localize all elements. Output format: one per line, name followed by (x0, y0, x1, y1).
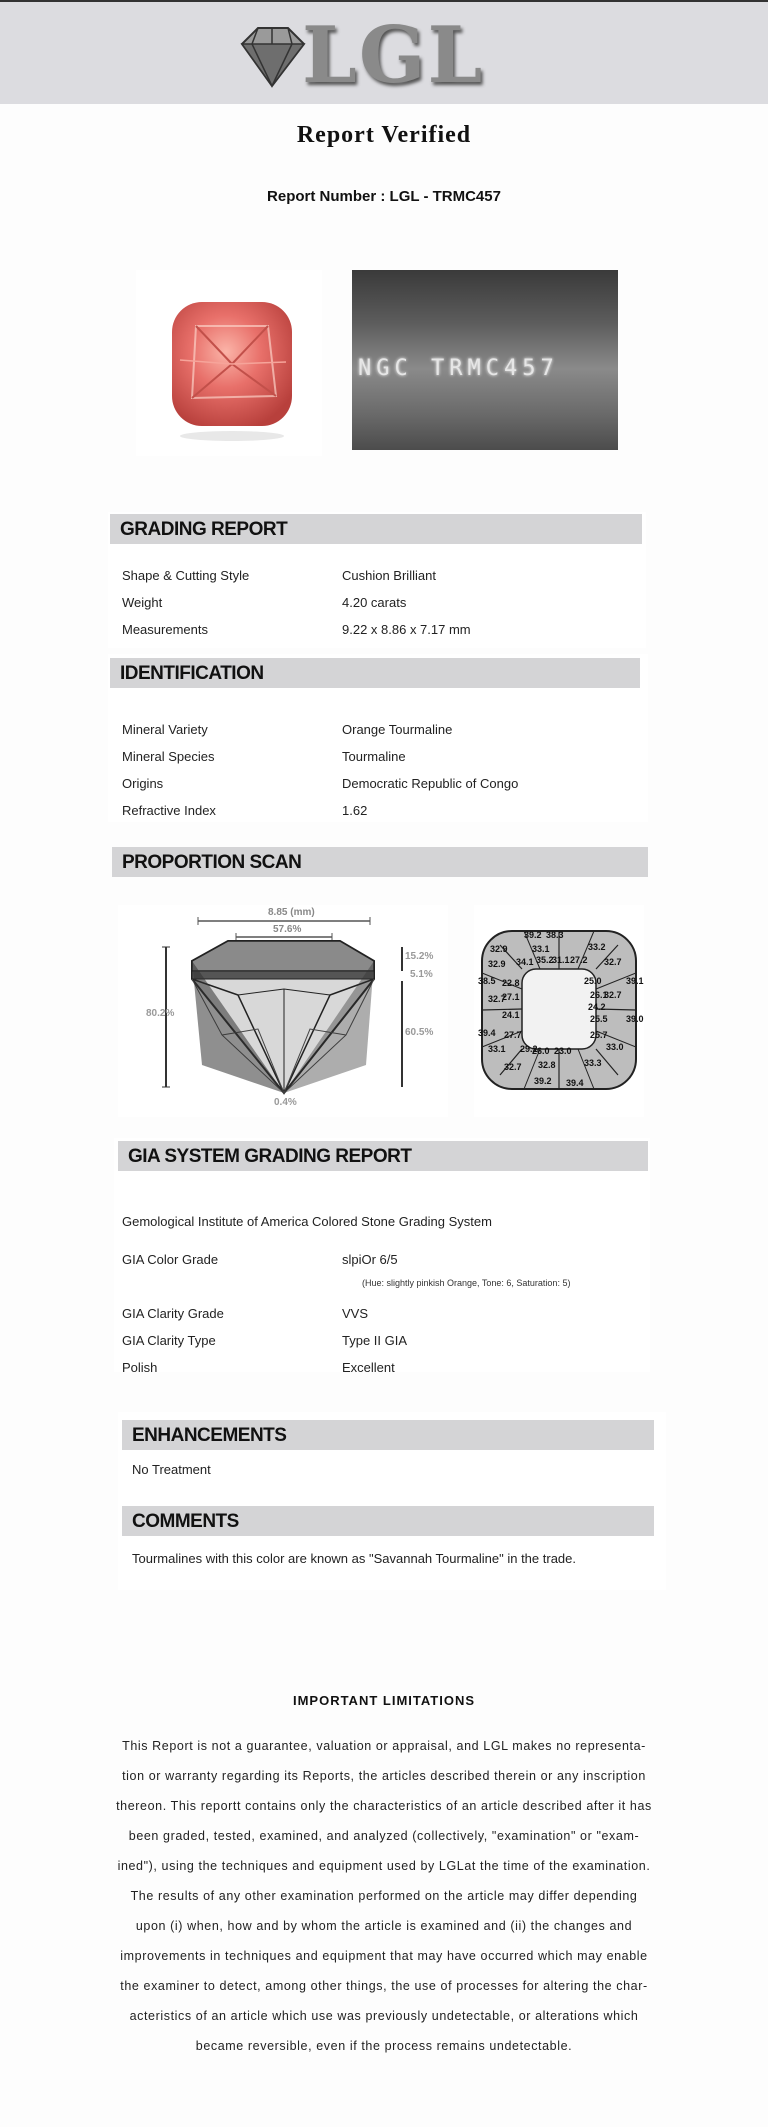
facet-angle-label: 39.2 (534, 1076, 552, 1086)
culet-pct-label: 0.4% (274, 1097, 297, 1108)
comments-text: Tourmalines with this color are known as "Savannah Tourmaline" in the trade. (132, 1551, 576, 1566)
facet-angle-label: 39.4 (478, 1028, 496, 1038)
facet-angle-label: 27.1 (502, 992, 520, 1002)
facet-angle-label: 32.7 (504, 1062, 522, 1072)
enhancements-heading: ENHANCEMENTS (122, 1420, 654, 1450)
facet-angle-label: 25.7 (590, 1030, 608, 1040)
pavilion-pct-label: 60.5% (405, 1027, 434, 1038)
girdle-pct-label: 5.1% (410, 969, 433, 980)
header-bar (0, 0, 768, 104)
facet-angle-label: 32.7 (488, 994, 506, 1004)
limitations-title: IMPORTANT LIMITATIONS (292, 1693, 476, 1708)
gem-photo (136, 270, 322, 456)
page-title: Report Verified (296, 122, 472, 148)
facet-angle-label: 29.2 (520, 1044, 538, 1054)
facet-angle-label: 32.9 (490, 944, 508, 954)
facet-angle-label: 32.7 (604, 990, 622, 1000)
facet-angle-label: 33.0 (606, 1042, 624, 1052)
gia-system-name: Gemological Institute of America Colored Stone Grading System (122, 1214, 492, 1229)
inscription-photo (352, 270, 618, 450)
inscription-text: NGC TRMC457 (358, 356, 559, 381)
facet-angle-label: 32.7 (604, 957, 622, 967)
facet-angle-label: 39.1 (626, 976, 644, 986)
facet-angle-label: 39.4 (566, 1078, 584, 1088)
facet-angle-label: 38.3 (546, 930, 564, 940)
gia-report-heading: GIA SYSTEM GRADING REPORT (118, 1141, 648, 1171)
identification-heading: IDENTIFICATION (110, 658, 640, 688)
diamond-icon (232, 22, 312, 92)
grading-report-heading: GRADING REPORT (110, 514, 642, 544)
facet-angle-label: 39.0 (626, 1014, 644, 1024)
top-view-diagram (474, 905, 644, 1117)
facet-angle-label: 33.2 (588, 942, 606, 952)
facet-angle-label: 35.2 (536, 955, 554, 965)
facet-angle-label: 26.1 (590, 990, 608, 1000)
facet-angle-label: 33.1 (532, 944, 550, 954)
facet-angle-label: 33.3 (584, 1058, 602, 1068)
facet-angle-label: 25.0 (584, 976, 602, 986)
comments-heading: COMMENTS (122, 1506, 654, 1536)
depth-pct-label: 80.2% (146, 1008, 175, 1019)
facet-angle-label: 23.0 (554, 1046, 572, 1056)
facet-angle-label: 31.1 (552, 955, 570, 965)
facet-angle-label: 32.8 (538, 1060, 556, 1070)
facet-angle-label: 24.2 (588, 1002, 606, 1012)
facet-angle-label: 27.7 (504, 1030, 522, 1040)
facet-angle-label: 39.2 (524, 930, 542, 940)
proportion-scan-heading: PROPORTION SCAN (112, 847, 648, 877)
facet-angle-label: 38.5 (478, 976, 496, 986)
table-width-label: 8.85 (mm) (268, 907, 315, 918)
profile-diagram (118, 905, 448, 1117)
report-number: Report Number : LGL - TRMC457 (267, 188, 501, 205)
facet-angle-label: 34.1 (516, 957, 534, 967)
table-pct-label: 57.6% (273, 924, 302, 935)
facet-angle-label: 32.9 (488, 959, 506, 969)
limitations-text: This Report is not a guarantee, valuation or appraisal, and LGL makes no representa- tion or warranty regarding its Reports, the articles described therein or any inscription thereon. This reportt contains only the characteristics of an article described after it has been graded, tested, examined, and analyzed (collectively, "examination" or "exam- ined"), using the techniques and equipment used by LGLat the time of the examination. The results of any other examination performed on the article may differ depending upon (i) when, how and by whom the article is examined and (ii) the changes and improvements in techniques and equipment that may have occurred which may enable the examiner to detect, among other things, the use of processes for altering the char- acteristics of an article which use was previously undetectable, or alterations which became reversible, even if the process remains undetectable. (116, 1739, 652, 2053)
facet-angle-label: 25.5 (590, 1014, 608, 1024)
gia-color-note: (Hue: slightly pinkish Orange, Tone: 6, Saturation: 5) (362, 1278, 571, 1288)
facet-angle-label: 27.2 (570, 955, 588, 965)
facet-angle-label: 26.0 (532, 1046, 550, 1056)
facet-angle-label: 33.1 (488, 1044, 506, 1054)
logo-text: LGL (302, 10, 485, 101)
facet-angle-label: 24.1 (502, 1010, 520, 1020)
crown-pct-label: 15.2% (405, 951, 434, 962)
facet-angle-label: 22.8 (502, 978, 520, 988)
enhancements-text: No Treatment (132, 1462, 211, 1477)
